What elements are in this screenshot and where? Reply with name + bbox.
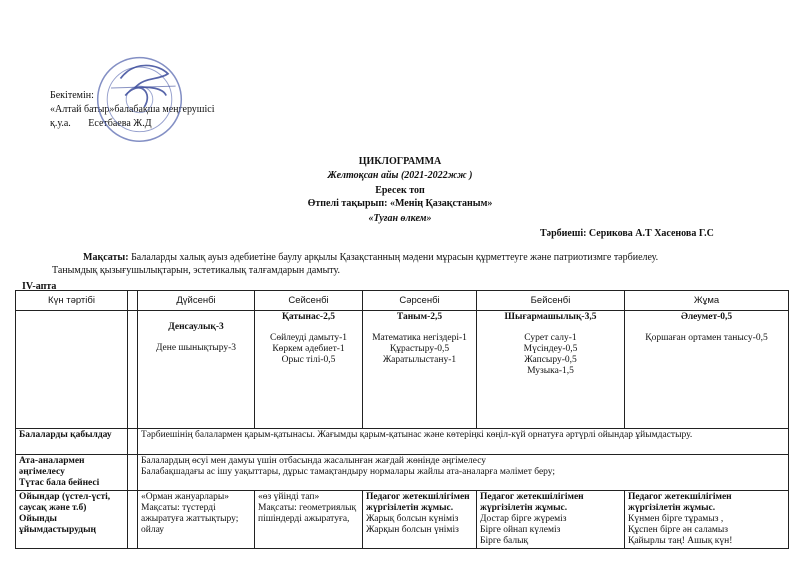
parents-label-cell <box>16 455 128 491</box>
greeting-spacer-cell <box>128 429 138 455</box>
subject-line: Музыка-1,5 <box>527 366 574 376</box>
approval-line-2: «Алтай батыр»балабақша меңгерушісі <box>50 104 215 115</box>
header-friday: Жұма <box>625 291 789 311</box>
header-row <box>16 291 789 311</box>
greeting-label: Балаларды қабылдау <box>16 429 128 455</box>
subject-line: Орыс тілі-0,5 <box>281 355 336 365</box>
header-spacer <box>128 291 138 311</box>
games-row <box>16 491 789 549</box>
header-wednesday: Сәрсенбі <box>363 291 477 311</box>
subject-line: Дене шынықтыру-3 <box>155 343 237 353</box>
document-topic: Өтпелі тақырып: «Менің Қазақстаным» <box>307 198 493 209</box>
document-group: Ересек топ <box>375 185 425 196</box>
games-friday <box>625 491 789 549</box>
games-tuesday <box>255 491 363 549</box>
games-spacer-cell <box>128 491 138 549</box>
subject-title: Шығармашылық-3,5 <box>504 312 597 322</box>
greeting-row <box>16 429 789 455</box>
games-line: «Орман жануарлары» <box>141 492 230 502</box>
subject-title: Қатынас-2,5 <box>282 312 335 322</box>
header-schedule: Күн тәртібі <box>16 291 128 311</box>
approval-line-3: қ.у.а. Есетбаева Ж.Д <box>50 118 152 129</box>
goal-line-1: Балаларды халық ауыз әдебиетіне баулу арқылы Қазақстанның мәдени мұрасын құрметтеуге және патриотизмге тәрбиелеу. <box>128 252 659 263</box>
subject-line: Жапсыру-0,5 <box>524 355 577 365</box>
document-subtopic: «Туған өлкем» <box>368 213 432 224</box>
subjects-tuesday <box>255 311 363 429</box>
header-thursday: Бейсенбі <box>477 291 625 311</box>
games-monday <box>138 491 255 549</box>
games-line: Бірге балық <box>480 536 529 546</box>
subject-line: Сурет салу-1 <box>524 333 577 343</box>
games-line: Қайырлы таң! Ашық күн! <box>628 536 733 546</box>
subject-line: Сөйлеуді дамыту-1 <box>269 333 348 343</box>
header-monday: Дүйсенбі <box>138 291 255 311</box>
goal-line-2: Танымдық қызығушылықтарын, эстетикалық талғамдарын дамыту. <box>52 265 341 276</box>
subject-line: Жаратылыстану-1 <box>382 355 457 365</box>
document-title: ЦИКЛОГРАММА <box>358 156 442 167</box>
goal-label: Мақсаты: <box>83 252 129 263</box>
document-month: Желтоқсан айы (2021-2022жж ) <box>327 170 473 181</box>
subjects-wednesday <box>363 311 477 429</box>
subjects-row <box>16 311 789 429</box>
approval-line-1: Бекітемін: <box>50 90 94 101</box>
games-line: Мақсаты: геометриялық пішіндерді ажыратуға, <box>258 503 357 524</box>
games-guided-label: Педагог жетекшілігімен жүргізілетін жұмыс. <box>628 492 732 513</box>
games-thursday <box>477 491 625 549</box>
games-wednesday <box>363 491 477 549</box>
stamp-seal-icon <box>92 50 187 145</box>
subjects-monday <box>138 311 255 429</box>
games-line: Бірге ойнап күлеміз <box>480 525 561 535</box>
subjects-label-cell <box>16 311 128 429</box>
parents-row <box>16 455 789 491</box>
subjects-spacer-cell <box>128 311 138 429</box>
games-label-1: Ойындар (үстел-үсті, саусақ және т.б) <box>19 492 111 513</box>
games-line: «өз үйінді тап» <box>258 492 320 502</box>
subject-line: Құрастыру-0,5 <box>389 344 450 354</box>
games-guided-label: Педагог жетекшілігімен жүргізілетін жұмыс. <box>366 492 470 513</box>
games-guided-label: Педагог жетекшілігімен жүргізілетін жұмыс. <box>480 492 584 513</box>
subject-line: Көркем әдебиет-1 <box>272 344 345 354</box>
subject-title: Әлеумет-0,5 <box>680 312 733 322</box>
games-line: Мақсаты: түстерді ажыратуға жаттықтыру; ойлау <box>141 503 239 535</box>
teacher-names: Тәрбиеші: Серикова А.Т Хасенова Г.С <box>540 228 714 239</box>
subject-line: Қоршаған ортамен таныcу-0,5 <box>645 333 768 343</box>
games-line: Құспен бірге ән саламыз <box>628 525 729 535</box>
games-line: Жарқын болсын үніміз <box>366 525 459 535</box>
games-label-2: Ойынды ұйымдастырудың <box>19 514 96 535</box>
subject-line: Мүсіндеу-0,5 <box>523 344 578 354</box>
games-label-cell <box>16 491 128 549</box>
parents-label-1: Ата-аналармен әңгімелесу <box>19 456 85 477</box>
week-label: IV-апта <box>22 281 57 292</box>
subject-line: Математика негіздері-1 <box>372 333 467 343</box>
subject-title: Денсаулық-3 <box>168 322 224 332</box>
greeting-text: Тәрбиешінің балалармен қарым-қатынасы. Жағымды қарым-қатынас және көтеріңкі көңіл-күй орнатуға әртүрлі ойындар ұйымдастыру. <box>138 429 789 455</box>
parents-label-2: Түтас бала бейнесі <box>19 478 100 488</box>
schedule-table <box>15 290 789 549</box>
games-line: Достар бірге жүреміз <box>480 514 567 524</box>
header-tuesday: Сейсенбі <box>255 291 363 311</box>
parents-text-cell <box>138 455 789 491</box>
parents-spacer-cell <box>128 455 138 491</box>
parents-text-2: Балабақшадағы ас ішу уақыттары, дұрыс тамақтандыру нормалары жайлы ата-аналарға мәлімет беру; <box>141 467 556 477</box>
games-line: Күнмен бірге тұрамыз , <box>628 514 724 524</box>
subjects-friday <box>625 311 789 429</box>
subject-title: Таным-2,5 <box>396 312 443 322</box>
games-line: Жарық болсын күніміз <box>366 514 459 524</box>
subjects-thursday <box>477 311 625 429</box>
parents-text-1: Балалардың өсуі мен дамуы үшін отбасында жасалынған жағдай жөнінде әңгімелесу <box>141 456 487 466</box>
